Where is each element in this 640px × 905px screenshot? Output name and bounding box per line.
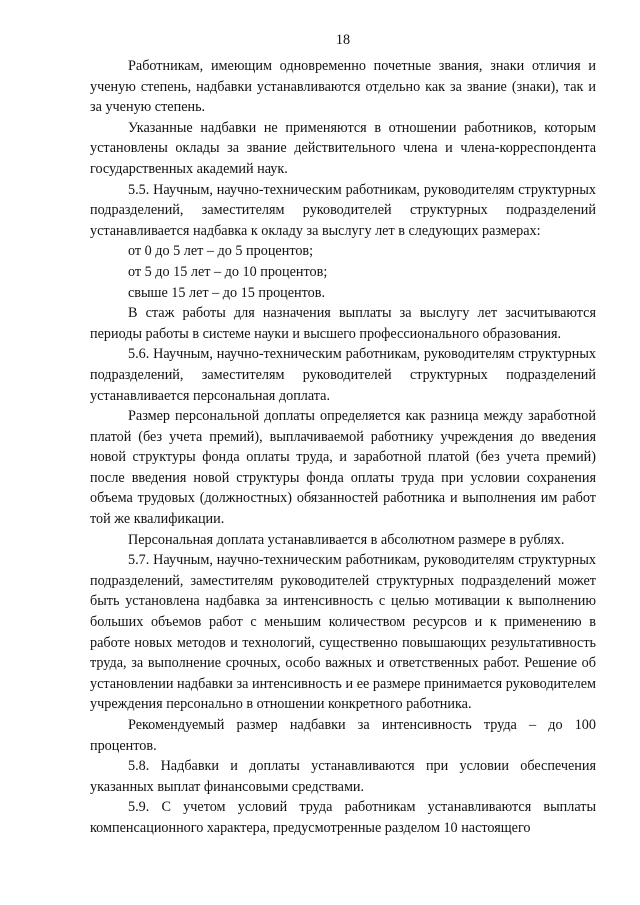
paragraph-5-8-funding: 5.8. Надбавки и доплаты устанавливаются при условии обеспечения указанных выплат финансовыми средствами. bbox=[90, 758, 596, 795]
list-item-seniority-0-5: от 0 до 5 лет – до 5 процентов; bbox=[128, 243, 314, 260]
list-item-seniority-over-15: свыше 15 лет – до 15 процентов. bbox=[128, 284, 326, 301]
list-item-seniority-5-15: от 5 до 15 лет – до 10 процентов; bbox=[128, 263, 328, 280]
paragraph-5-6-personal-payment: 5.6. Научным, научно-техническим работникам, руководителям структурных подразделений, заместителям руководителей структурных подразделений устанавливается персональная доплата. bbox=[90, 346, 596, 404]
paragraph-seniority-periods: В стаж работы для назначения выплаты за выслугу лет засчитываются периоды работы в системе науки и высшего профессионального образования. bbox=[90, 305, 596, 342]
document-page bbox=[90, 30, 596, 839]
paragraph-honorary-titles: Работникам, имеющим одновременно почетные звания, знаки отличия и ученую степень, надбавки устанавливаются отдельно как за звание (знаки), так и за ученую степень. bbox=[90, 58, 596, 116]
paragraph-personal-payment-size: Размер персональной доплаты определяется как разница между заработной платой (без учета премий), выплачиваемой работнику учреждения до введения новой структуры фонда оплаты труда, и заработной платой (без учета премий) после введения новой структуры фонда оплаты труда при условии сохранения объема трудовых (должностных) обязанностей работника и выполнения им работ той же квалификации. bbox=[90, 408, 596, 528]
paragraph-academy-exception: Указанные надбавки не применяются в отношении работников, которым установлены оклады за звание действительного члена и члена-корреспондента государственных академий наук. bbox=[90, 119, 596, 177]
paragraph-5-7-intensity: 5.7. Научным, научно-техническим работникам, руководителям структурных подразделений, заместителям руководителей структурных подразделений может быть установлена надбавка за интенсивность с целью мотивации к выполнению больших объемов работ с меньшим количеством ресурсов и к применению в работе новых методов и технологий, существенно повышающих результативность труда, за выполнение срочных, особо важных и ответственных работ. Решение об установлении надбавки за интенсивность и ее размере принимается руководителем учреждения персонально в отношении конкретного работника. bbox=[90, 552, 596, 713]
paragraph-5-5-seniority: 5.5. Научным, научно-техническим работникам, руководителям структурных подразделений, заместителям руководителей структурных подразделений устанавливается надбавка к окладу за выслугу лет в следующих размерах: bbox=[90, 181, 596, 239]
page-number: 18 bbox=[335, 32, 351, 48]
paragraph-5-9-compensation: 5.9. С учетом условий труда работникам устанавливаются выплаты компенсационного характера, предусмотренные разделом 10 настоящего bbox=[90, 799, 596, 836]
paragraph-intensity-recommended: Рекомендуемый размер надбавки за интенсивность труда – до 100 процентов. bbox=[90, 717, 596, 754]
paragraph-absolute-amount: Персональная доплата устанавливается в абсолютном размере в рублях. bbox=[128, 531, 565, 548]
